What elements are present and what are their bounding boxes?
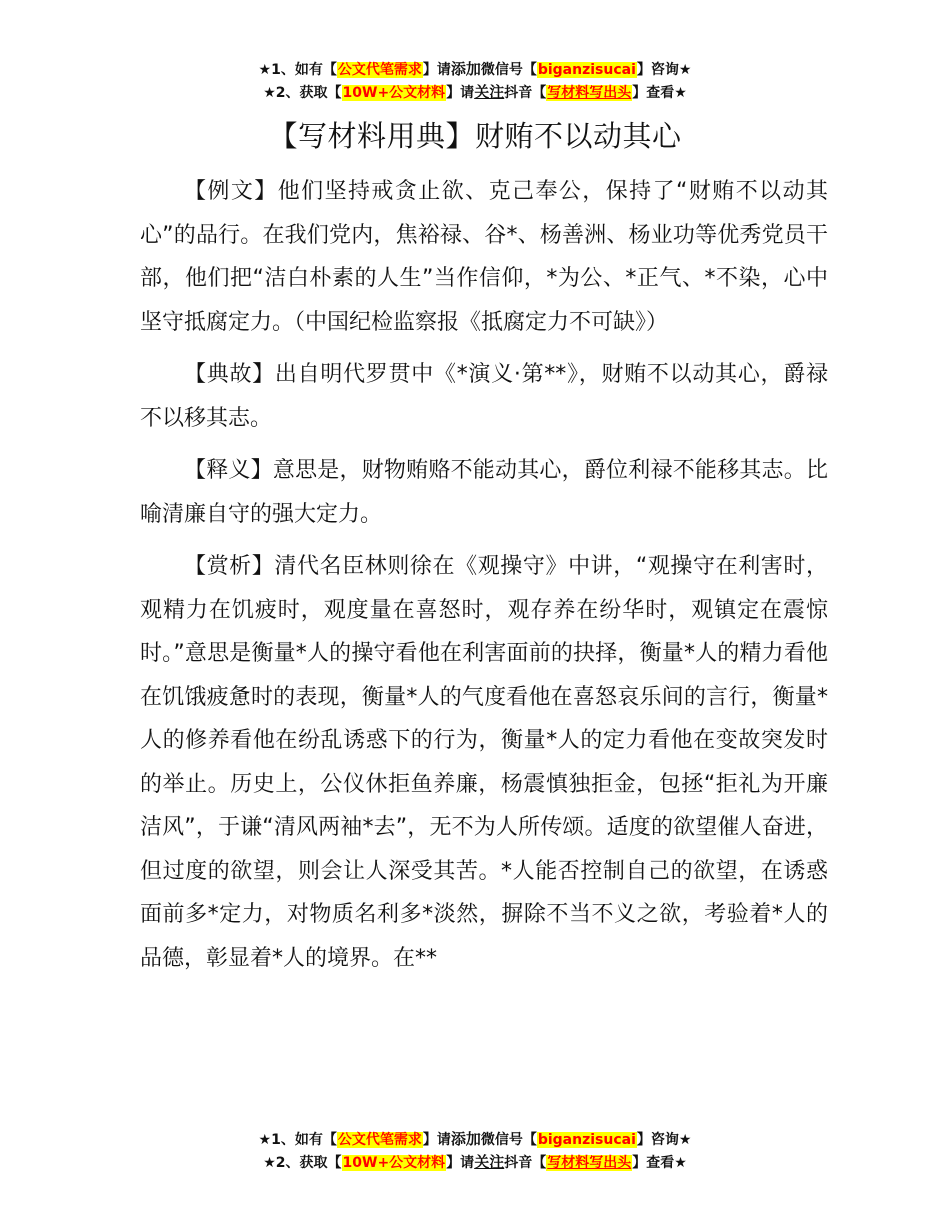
banner-text: 添加 — [450, 60, 481, 78]
banner-text: 】请 — [446, 85, 475, 101]
banner-text: 】请 — [446, 1155, 475, 1171]
banner-text: 微信号【 — [480, 1132, 537, 1148]
paragraph-example: 【例文】他们坚持戒贪止欲、克己奉公，保持了“财贿不以动其心”的品行。在我们党内，焦裕禄、谷*、杨善洲、杨业功等优秀党员干部，他们把“洁白朴素的人生”当作信仰，*为公、*正气、*不染，心中坚守抵腐定力。（中国纪检监察报《抵腐定力不可缺》） — [140, 179, 828, 335]
banner-text: 】请 — [422, 62, 451, 78]
banner-line-2 — [0, 1151, 950, 1174]
highlight-wechat-id: biganzisucai — [537, 1132, 636, 1148]
banner-text: 微信号【 — [480, 62, 537, 78]
highlight-service: 公文代笔需求 — [337, 1132, 422, 1148]
paragraph-allusion: 【典故】出自明代罗贯中《*演义·第**》，财贿不以动其心，爵禄不以移其志。 — [140, 362, 828, 431]
banner-text: 关注 — [474, 1153, 505, 1171]
footer-banner — [0, 1128, 950, 1174]
banner-text: ★1、如有【 — [258, 1132, 337, 1148]
banner-text: 】请 — [422, 1132, 451, 1148]
highlight-douyin-account: 写材料写出头 — [547, 1155, 632, 1171]
banner-text: ★1、如有【 — [258, 62, 337, 78]
banner-line-2 — [0, 81, 950, 104]
highlight-materials: 10W+公文材料 — [342, 1155, 446, 1171]
banner-text: 抖音【 — [504, 1155, 547, 1171]
highlight-materials: 10W+公文材料 — [342, 85, 446, 101]
banner-text: 】咨询★ — [636, 1132, 692, 1148]
banner-text: 】咨询★ — [636, 62, 692, 78]
banner-text: 】查看★ — [632, 85, 687, 101]
banner-text: 抖音【 — [504, 85, 547, 101]
header-banner — [0, 58, 950, 104]
highlight-douyin-account: 写材料写出头 — [547, 85, 632, 101]
banner-line-1 — [0, 58, 950, 81]
highlight-wechat-id: biganzisucai — [537, 62, 636, 78]
banner-text: ★2、获取【 — [263, 1155, 342, 1171]
banner-text: 关注 — [474, 83, 505, 101]
paragraph-appreciation: 【赏析】清代名臣林则徐在《观操守》中讲，“观操守在利害时，观精力在饥疲时，观度量在喜怒时，观存养在纷华时，观镇定在震惊时。”意思是衡量*人的操守看他在利害面前的抉择，衡量*人的精力看他在饥饿疲惫时的表现，衡量*人的气度看他在喜怒哀乐间的言行，衡量*人的修养看他在纷乱诱惑下的行为，衡量*人的定力看他在变故突发时的举止。历史上，公仪休拒鱼养廉，杨震慎独拒金，包拯“拒礼为开廉洁风”，于谦“清风两袖*去”，无不为人所传颂。适度的欲望催人奋进，但过度的欲望，则会让人深受其苦。*人能否控制自己的欲望，在诱惑面前多*定力，对物质名利多*淡然，摒除不当不义之欲，考验着*人的品德，彰显着*人的境界。在** — [140, 554, 828, 971]
highlight-service: 公文代笔需求 — [337, 62, 422, 78]
paragraph-meaning: 【释义】意思是，财物贿赂不能动其心，爵位利禄不能移其志。比喻清廉自守的强大定力。 — [140, 458, 828, 527]
document-body — [140, 170, 828, 989]
banner-line-1 — [0, 1128, 950, 1151]
banner-text: 】查看★ — [632, 1155, 687, 1171]
document-title: 【写材料用典】财贿不以动其心 — [268, 119, 682, 153]
banner-text: ★2、获取【 — [263, 85, 342, 101]
banner-text: 添加 — [450, 1130, 481, 1148]
